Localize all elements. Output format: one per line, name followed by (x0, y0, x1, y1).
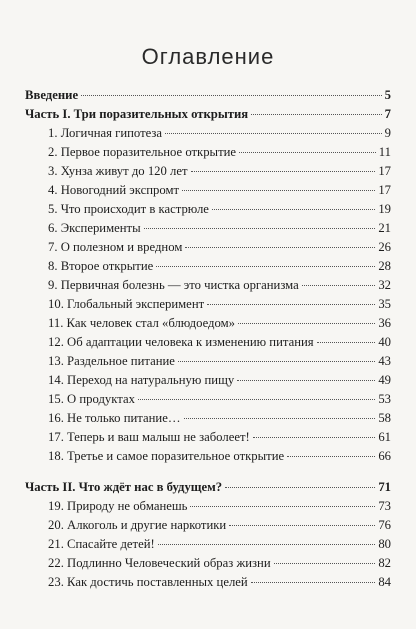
toc-entry-label: 1. Логичная гипотеза (48, 126, 163, 140)
toc-entry-label: 14. Переход на натуральную пищу (48, 373, 235, 387)
toc-entry-label: 3. Хунза живут до 120 лет (48, 164, 188, 178)
dot-leader (225, 487, 375, 488)
toc-entry-chapter (25, 428, 391, 447)
toc-page-number: 11 (378, 145, 391, 159)
toc-page-number: 9 (384, 126, 391, 140)
toc-entry-label: 7. О полезном и вредном (48, 240, 183, 254)
toc-entry-chapter (25, 371, 391, 390)
dot-leader (251, 114, 381, 115)
dot-leader (184, 418, 376, 419)
toc-page-number: 61 (378, 430, 391, 444)
dot-leader (212, 209, 375, 210)
toc-page-number: 71 (378, 480, 391, 494)
toc-page-number: 17 (378, 164, 391, 178)
toc-page-number: 82 (378, 556, 391, 570)
toc-entry-chapter (25, 554, 391, 573)
toc-page-number: 5 (384, 88, 391, 102)
toc-entry-chapter (25, 219, 391, 238)
dot-leader (191, 171, 376, 172)
toc-entry-label: 23. Как достичь поставленных целей (48, 575, 248, 589)
dot-leader (302, 285, 376, 286)
toc-entry-label: 21. Спасайте детей! (48, 537, 155, 551)
dot-leader (274, 563, 376, 564)
toc-entry-label: 9. Первичная болезнь — это чистка организма (48, 278, 299, 292)
part-1-chapter-list (25, 124, 391, 466)
toc-page-number: 73 (378, 499, 391, 513)
toc-page-number: 53 (378, 392, 391, 406)
dot-leader (229, 525, 375, 526)
dot-leader (251, 582, 376, 583)
toc-entry-chapter (25, 238, 391, 257)
toc-entry-chapter (25, 573, 391, 592)
toc-entry-chapter (25, 295, 391, 314)
toc-entry-label: 8. Второе открытие (48, 259, 154, 273)
toc-page-number: 49 (378, 373, 391, 387)
toc-entry-label: 11. Как человек стал «блюдоедом» (48, 316, 235, 330)
toc-entry-chapter (25, 181, 391, 200)
dot-leader (238, 323, 375, 324)
toc-entry-label: 20. Алкоголь и другие наркотики (48, 518, 227, 532)
toc-entry-label: Часть I. Три поразительных открытия (25, 107, 249, 121)
dot-leader (190, 506, 375, 507)
table-of-contents (25, 86, 391, 592)
dot-leader (138, 399, 375, 400)
toc-page-number: 76 (378, 518, 391, 532)
toc-entry-chapter (25, 390, 391, 409)
dot-leader (81, 95, 382, 96)
toc-entry-chapter (25, 162, 391, 181)
toc-page-number: 35 (378, 297, 391, 311)
section-gap (25, 466, 391, 478)
toc-entry-chapter (25, 124, 391, 143)
toc-entry-label: 12. Об адаптации человека к изменению питания (48, 335, 314, 349)
toc-entry-label: 18. Третье и самое поразительное открытие (48, 449, 285, 463)
toc-page-number: 32 (378, 278, 391, 292)
dot-leader (182, 190, 375, 191)
page-title: Оглавление (141, 44, 275, 69)
dot-leader (185, 247, 375, 248)
dot-leader (178, 361, 375, 362)
toc-page-number: 7 (384, 107, 391, 121)
toc-page-number: 28 (378, 259, 391, 273)
toc-page-number: 17 (378, 183, 391, 197)
toc-entry-part-1 (25, 105, 391, 124)
dot-leader (156, 266, 375, 267)
toc-page-number: 84 (378, 575, 391, 589)
toc-page-number: 21 (378, 221, 391, 235)
toc-page-number: 80 (378, 537, 391, 551)
toc-entry-label: Часть II. Что ждёт нас в будущем? (25, 480, 223, 494)
toc-entry-label: 6. Эксперименты (48, 221, 141, 235)
toc-entry-chapter (25, 409, 391, 428)
toc-entry-label: Введение (25, 88, 79, 102)
toc-entry-chapter (25, 516, 391, 535)
toc-entry-chapter (25, 447, 391, 466)
toc-page-number: 36 (378, 316, 391, 330)
toc-entry-label: 17. Теперь и ваш малыш не заболеет! (48, 430, 250, 444)
toc-entry-chapter (25, 352, 391, 371)
toc-page-number: 19 (378, 202, 391, 216)
toc-entry-chapter (25, 314, 391, 333)
dot-leader (207, 304, 375, 305)
dot-leader (287, 456, 375, 457)
toc-entry-chapter (25, 535, 391, 554)
toc-entry-label: 22. Подлинно Человеческий образ жизни (48, 556, 271, 570)
toc-entry-label: 5. Что происходит в кастрюле (48, 202, 209, 216)
toc-page-number: 43 (378, 354, 391, 368)
toc-page-number: 66 (378, 449, 391, 463)
toc-entry-part-2 (25, 478, 391, 497)
toc-entry-label: 4. Новогодний экспромт (48, 183, 180, 197)
toc-entry-label: 10. Глобальный эксперимент (48, 297, 205, 311)
toc-entry-chapter (25, 143, 391, 162)
part-2-chapter-list (25, 497, 391, 592)
toc-entry-label: 19. Природу не обманешь (48, 499, 188, 513)
toc-entry-label: 13. Раздельное питание (48, 354, 175, 368)
toc-entry-intro (25, 86, 391, 105)
toc-entry-chapter (25, 333, 391, 352)
toc-entry-chapter (25, 257, 391, 276)
dot-leader (253, 437, 376, 438)
toc-entry-chapter (25, 497, 391, 516)
dot-leader (158, 544, 376, 545)
toc-entry-label: 2. Первое поразительное открытие (48, 145, 237, 159)
toc-entry-label: 16. Не только питание… (48, 411, 181, 425)
toc-entry-chapter (25, 200, 391, 219)
toc-page-number: 58 (378, 411, 391, 425)
dot-leader (237, 380, 375, 381)
dot-leader (317, 342, 376, 343)
dot-leader (144, 228, 376, 229)
dot-leader (165, 133, 382, 134)
dot-leader (239, 152, 376, 153)
toc-page-number: 40 (378, 335, 391, 349)
toc-entry-chapter (25, 276, 391, 295)
toc-page-number: 26 (378, 240, 391, 254)
toc-entry-label: 15. О продуктах (48, 392, 135, 406)
